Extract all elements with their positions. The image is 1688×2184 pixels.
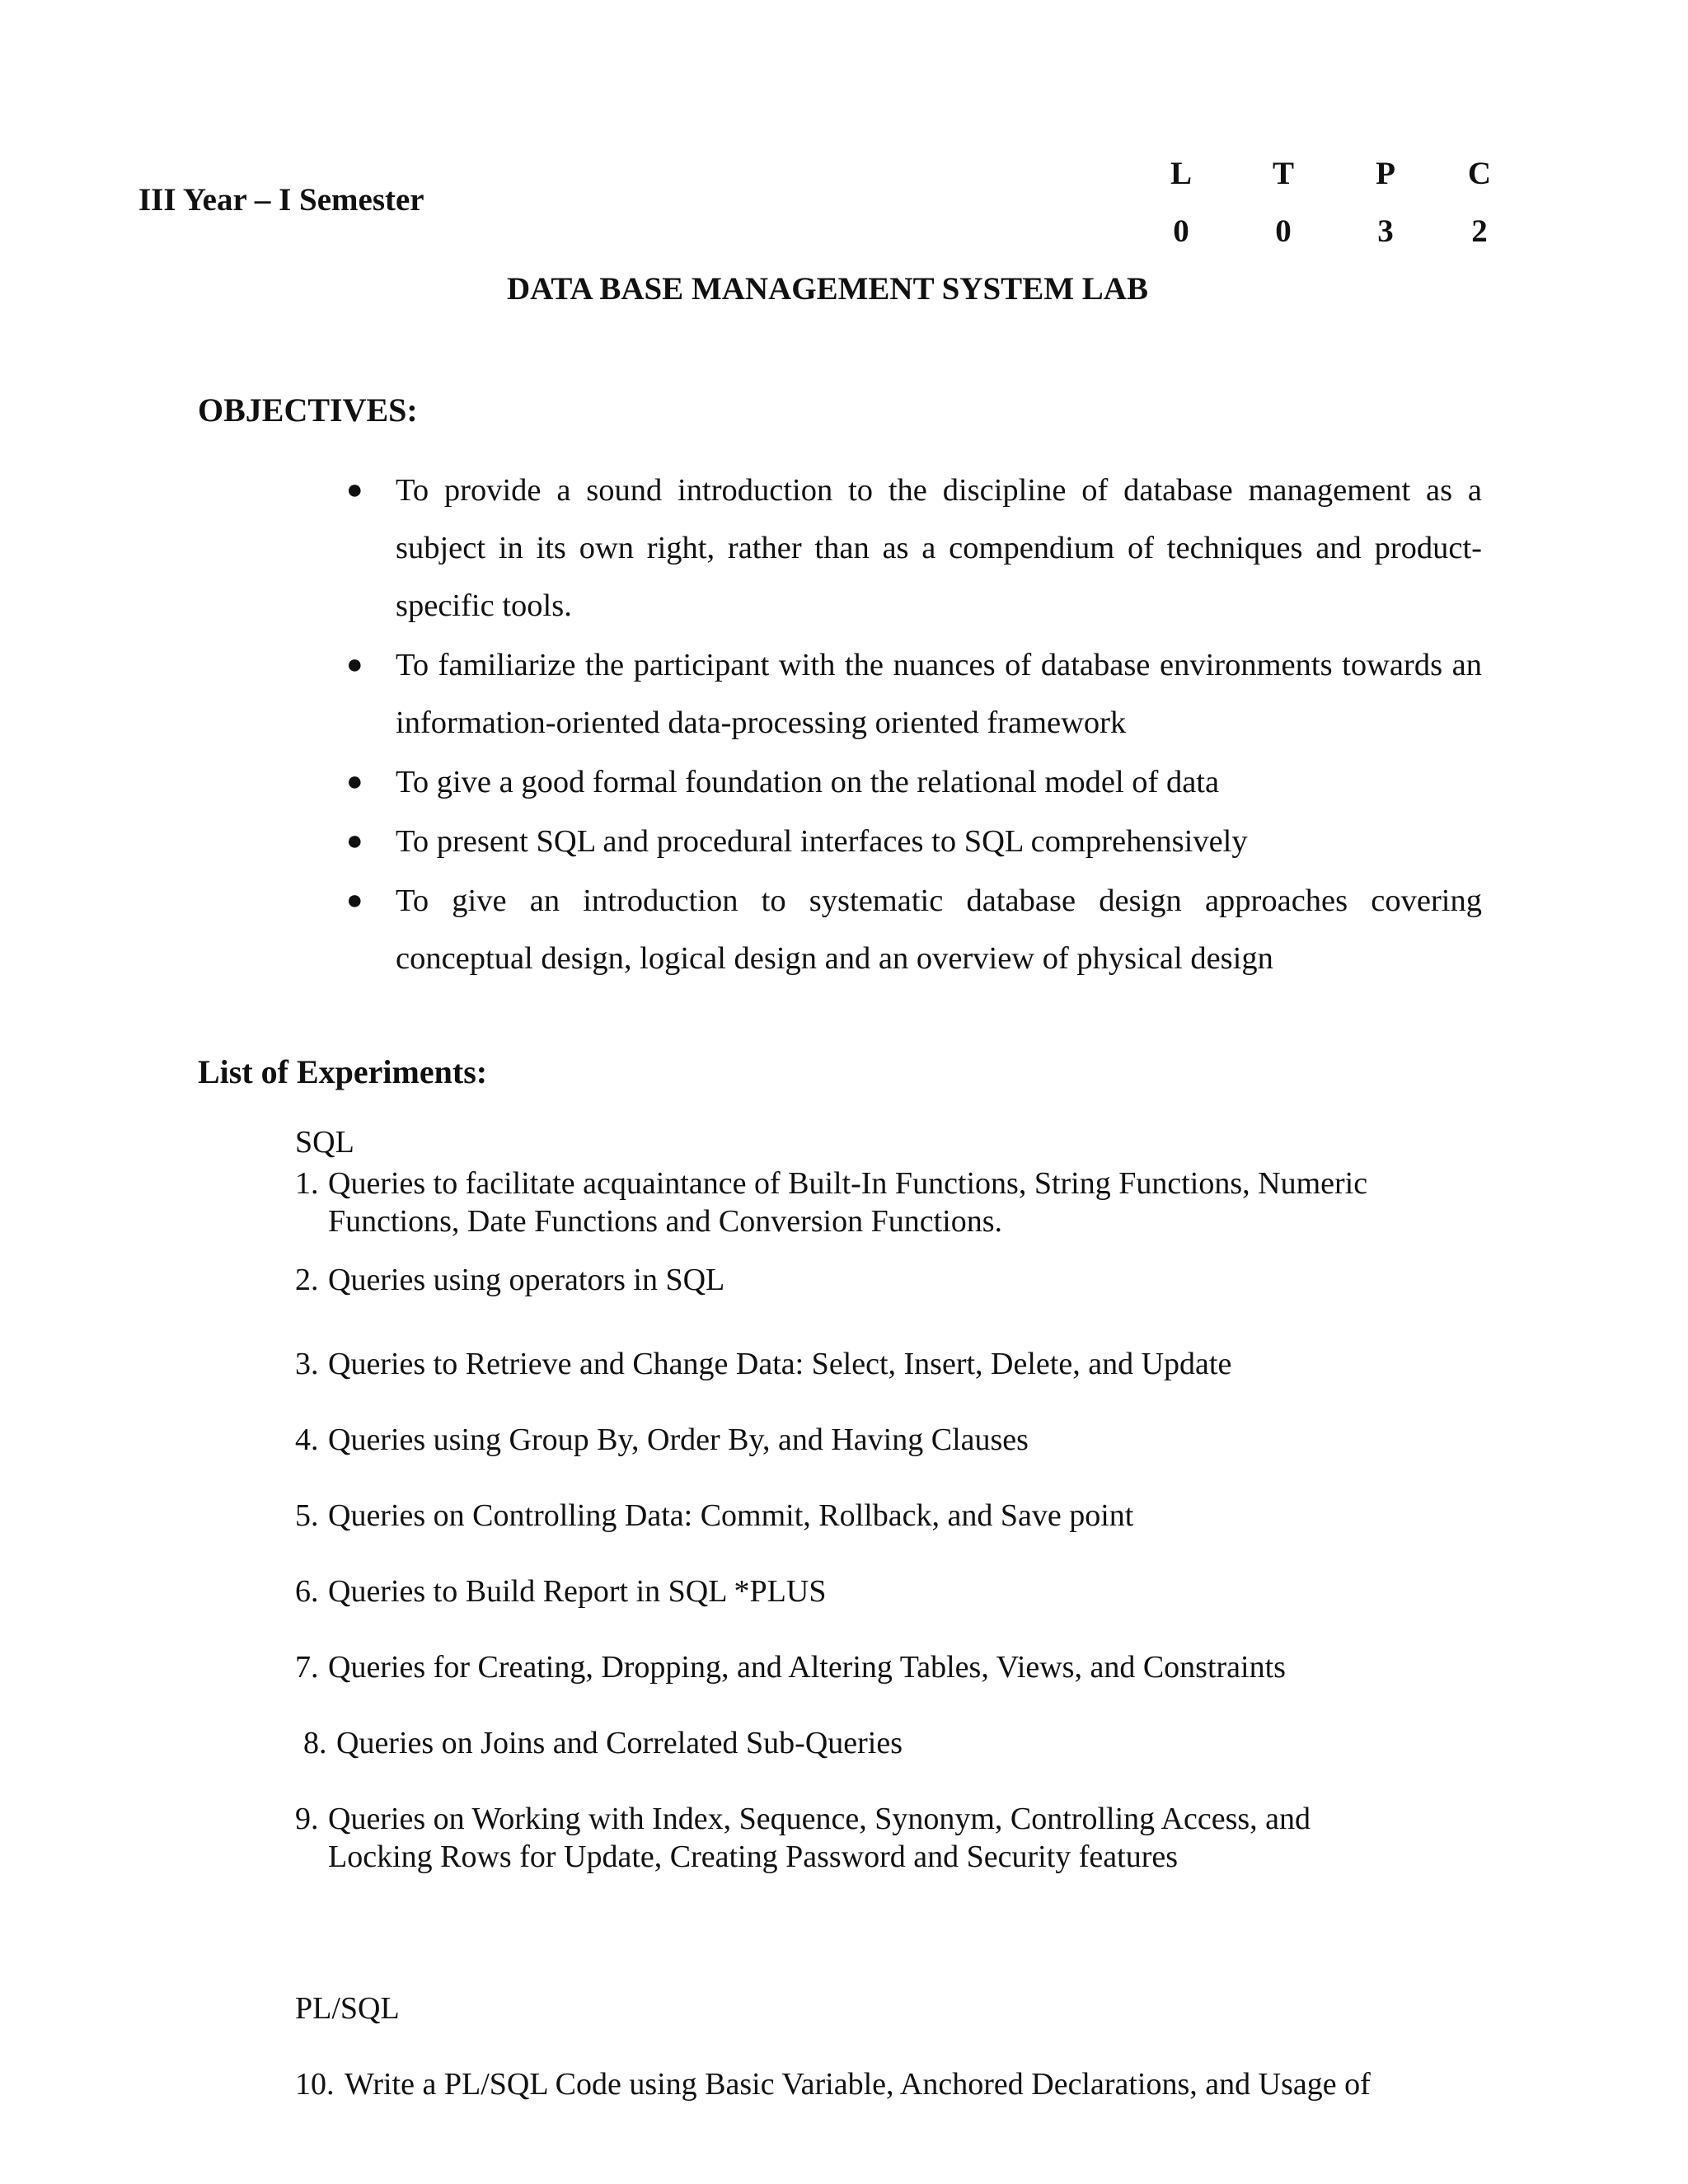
experiment-item-9: 9. Queries on Working with Index, Sequence, Synonym, Controlling Access, and Locking Rows for Update, Creating Password and Security features <box>295 1802 1311 1874</box>
experiment-item-7: 7. Queries for Creating, Dropping, and Altering Tables, Views, and Constraints <box>295 1650 1286 1685</box>
ltpc-label-c: C <box>1467 156 1492 191</box>
bullet-icon: ● <box>346 766 363 797</box>
sql-section-label: SQL <box>295 1125 354 1160</box>
bullet-icon: ● <box>346 826 363 856</box>
objective-item: ● To provide a sound introduction to the discipline of database management as a subject in its own right, rather than as a compendium of techniques and product-specific tools. <box>345 462 1482 635</box>
experiment-item-8: 8. Queries on Joins and Correlated Sub-Queries <box>303 1726 903 1760</box>
experiment-item-1: 1. Queries to facilitate acquaintance of Built-In Functions, String Functions, Numeric Functions, Date Functions and Conversion Functions. <box>295 1166 1368 1239</box>
experiment-item-10: 10. Write a PL/SQL Code using Basic Variable, Anchored Declarations, and Usage of <box>295 2067 1371 2102</box>
objective-item: ● To give an introduction to systematic database design approaches covering conceptual design, logical design and an overview of physical design <box>345 872 1482 987</box>
bullet-icon: ● <box>346 649 363 680</box>
objectives-heading: OBJECTIVES: <box>198 391 418 429</box>
plsql-section-label: PL/SQL <box>295 1991 400 2026</box>
experiment-item-5: 5. Queries on Controlling Data: Commit, Rollback, and Save point <box>295 1498 1134 1533</box>
ltpc-value-t: 0 <box>1275 213 1292 249</box>
experiment-item-2: 2. Queries using operators in SQL <box>295 1263 725 1297</box>
course-title: DATA BASE MANAGEMENT SYSTEM LAB <box>507 271 1148 307</box>
experiments-heading: List of Experiments: <box>198 1053 488 1090</box>
objective-item: ● To familiarize the participant with the nuances of database environments towards an information-oriented data-processing oriented framework <box>345 636 1482 752</box>
experiment-item-4: 4. Queries using Group By, Order By, and Having Clauses <box>295 1422 1029 1457</box>
objective-item: ● To give a good formal foundation on the relational model of data <box>345 753 1482 811</box>
ltpc-label-t: T <box>1272 156 1294 191</box>
ltpc-value-c: 2 <box>1471 213 1488 249</box>
semester-label: III Year – I Semester <box>138 182 424 218</box>
objective-item: ● To present SQL and procedural interfaces to SQL comprehensively <box>345 813 1482 870</box>
ltpc-value-p: 3 <box>1377 213 1394 249</box>
ltpc-label-p: P <box>1376 156 1395 191</box>
experiment-item-6: 6. Queries to Build Report in SQL *PLUS <box>295 1574 827 1609</box>
bullet-icon: ● <box>346 885 363 916</box>
experiment-item-3: 3. Queries to Retrieve and Change Data: Select, Insert, Delete, and Update <box>295 1347 1232 1381</box>
ltpc-value-l: 0 <box>1173 213 1189 249</box>
objectives-list <box>345 462 1482 989</box>
bullet-icon: ● <box>346 475 363 505</box>
ltpc-label-l: L <box>1170 156 1192 191</box>
